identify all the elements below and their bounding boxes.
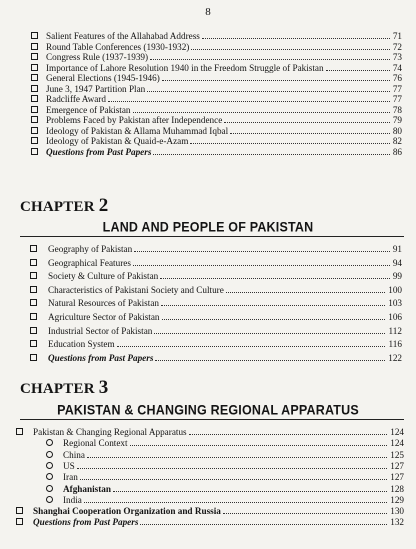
toc-entry[interactable] xyxy=(0,257,416,269)
toc-entry-title: June 3, 1947 Partition Plan xyxy=(46,83,146,94)
toc-entry-page: 106 xyxy=(388,312,402,322)
toc-entry-title: Afghanistan xyxy=(63,483,111,494)
toc-entry[interactable] xyxy=(0,449,416,461)
dot-leader xyxy=(224,122,390,123)
toc-entry-title: Questions from Past Papers xyxy=(33,517,139,528)
bullet-circle-icon xyxy=(46,462,53,469)
toc-entry-title: Congress Rule (1937-1939) xyxy=(46,52,149,62)
toc-entry[interactable] xyxy=(0,483,416,495)
dot-leader xyxy=(150,59,390,60)
checkbox-square-icon xyxy=(31,74,38,81)
toc-entry-past-papers[interactable] xyxy=(0,352,416,364)
toc-entry-page: 71 xyxy=(392,31,402,41)
toc-entry-title: Importance of Lahore Resolution 1940 in the Freedom Struggle of Pakistan xyxy=(46,62,324,73)
toc-entry-title: China xyxy=(63,449,85,460)
toc-entry-page: 112 xyxy=(388,325,402,336)
toc-entry-page: 128 xyxy=(390,483,404,494)
toc-entry[interactable] xyxy=(0,494,416,506)
toc-entry-title: Ideology of Pakistan & Quaid-e-Azam xyxy=(46,136,189,146)
checkbox-square-icon xyxy=(31,95,38,102)
dot-leader xyxy=(154,333,385,334)
toc-entry-title: Natural Resources of Pakistan xyxy=(48,298,159,309)
dot-leader xyxy=(160,278,390,279)
dot-leader xyxy=(113,491,387,492)
dot-leader xyxy=(153,154,390,155)
checkbox-square-icon xyxy=(31,116,38,123)
dot-leader xyxy=(117,346,385,347)
toc-entry[interactable] xyxy=(0,297,416,309)
checkbox-square-icon xyxy=(31,148,38,155)
toc-entry-title: Education System xyxy=(48,339,115,350)
dot-leader xyxy=(326,70,390,71)
checkbox-square-icon xyxy=(30,354,37,361)
toc-entry-title: Geography of Pakistan xyxy=(48,244,133,254)
toc-entry-past-papers[interactable] xyxy=(0,146,416,158)
chapter-word: CHAPTER xyxy=(20,381,95,397)
dot-leader xyxy=(162,319,386,320)
dot-leader xyxy=(80,479,387,480)
toc-entry[interactable] xyxy=(0,426,416,438)
toc-entry-page: 127 xyxy=(390,460,404,471)
bullet-circle-icon xyxy=(46,496,53,503)
toc-entry-title: Problems Faced by Pakistan after Independence xyxy=(46,115,223,125)
checkbox-square-icon xyxy=(30,327,37,334)
toc-entry[interactable] xyxy=(0,437,416,449)
toc-entry-page: 77 xyxy=(392,94,402,104)
toc-entry[interactable] xyxy=(0,460,416,472)
checkbox-square-icon xyxy=(31,127,38,134)
bullet-circle-icon xyxy=(46,473,53,480)
toc-entry-title: Ideology of Pakistan & Allama Muhammad Iqbal xyxy=(46,125,229,136)
toc-entry-page: 132 xyxy=(390,517,404,528)
toc-entry-title: Salient Features of the Allahabad Address xyxy=(46,31,200,41)
dot-leader xyxy=(84,502,387,503)
checkbox-square-icon xyxy=(16,507,23,514)
dot-leader xyxy=(87,457,387,458)
toc-entry-page: 122 xyxy=(388,352,402,363)
toc-entry-title: Industrial Sector of Pakistan xyxy=(48,325,153,336)
dot-leader xyxy=(147,91,390,92)
toc-entry-title: Society & Culture of Pakistan xyxy=(48,271,159,282)
page-number: 8 xyxy=(205,6,211,18)
toc-entry-title: Characteristics of Pakistani Society and Culture xyxy=(48,284,224,295)
toc-entry-page: 124 xyxy=(390,438,404,449)
checkbox-square-icon xyxy=(31,137,38,144)
dot-leader xyxy=(108,101,390,102)
checkbox-square-icon xyxy=(30,313,37,320)
toc-entry-title: Pakistan & Changing Regional Apparatus xyxy=(33,427,187,437)
dot-leader xyxy=(155,360,385,361)
dot-leader xyxy=(133,265,390,266)
toc-entry[interactable] xyxy=(0,243,416,255)
toc-entry[interactable] xyxy=(0,325,416,337)
toc-entry-page: 116 xyxy=(388,339,402,350)
dot-leader xyxy=(77,468,387,469)
checkbox-square-icon xyxy=(30,299,37,306)
toc-entry-title: Geographical Features xyxy=(48,257,131,268)
toc-entry-page: 91 xyxy=(392,244,402,254)
toc-entry-page: 74 xyxy=(392,62,402,73)
toc-entry-title: Questions from Past Papers xyxy=(46,146,152,157)
checkbox-square-icon xyxy=(30,340,37,347)
chapter-3-title: PAKISTAN & CHANGING REGIONAL APPARATUS xyxy=(57,402,359,418)
toc-entry-page: 124 xyxy=(390,427,404,437)
checkbox-square-icon xyxy=(16,428,23,435)
toc-entry-title: Questions from Past Papers xyxy=(48,352,154,363)
chapter-number: 3 xyxy=(98,377,109,398)
toc-entry-page: 129 xyxy=(390,494,404,505)
dot-leader xyxy=(226,292,385,293)
toc-entry-page: 80 xyxy=(392,125,402,136)
toc-entry-page: 78 xyxy=(392,104,402,115)
toc-entry-page: 82 xyxy=(392,136,402,146)
chapter-3-label xyxy=(20,377,108,399)
toc-entry-page: 100 xyxy=(388,284,402,295)
toc-entry-page: 125 xyxy=(390,449,404,460)
dot-leader xyxy=(161,305,385,306)
dot-leader xyxy=(191,49,390,50)
toc-entry-page: 79 xyxy=(392,115,402,125)
chapter-3-rule xyxy=(20,419,404,420)
checkbox-square-icon xyxy=(31,43,38,50)
toc-entry-title: Radcliffe Award xyxy=(46,94,106,104)
toc-entry[interactable] xyxy=(0,270,416,282)
toc-entry-title: Shanghai Cooperation Organization and Russia xyxy=(33,506,221,517)
checkbox-square-icon xyxy=(30,259,37,266)
toc-entry[interactable] xyxy=(0,311,416,323)
toc-entry-title: Agriculture Sector of Pakistan xyxy=(48,312,160,322)
toc-entry[interactable] xyxy=(0,505,416,517)
dot-leader xyxy=(190,143,390,144)
toc-entry-page: 72 xyxy=(392,41,402,52)
toc-entry-page: 94 xyxy=(392,257,402,268)
dot-leader xyxy=(202,38,390,39)
toc-entry-page: 77 xyxy=(392,83,402,94)
toc-entry[interactable] xyxy=(0,471,416,483)
checkbox-square-icon xyxy=(30,286,37,293)
toc-entry-page: 73 xyxy=(392,52,402,62)
toc-entry-title: Iran xyxy=(63,472,78,483)
checkbox-square-icon xyxy=(30,245,37,252)
checkbox-square-icon xyxy=(31,53,38,60)
checkbox-square-icon xyxy=(30,272,37,279)
toc-entry-page: 127 xyxy=(390,472,404,483)
toc-entry-title: Emergence of Pakistan xyxy=(46,104,131,115)
checkbox-square-icon xyxy=(31,106,38,113)
toc-entry-page: 130 xyxy=(390,506,404,517)
toc-entry-title: India xyxy=(63,494,82,505)
chapter-2-title: LAND AND PEOPLE OF PAKISTAN xyxy=(102,219,314,235)
toc-entry-past-papers[interactable] xyxy=(0,516,416,528)
dot-leader xyxy=(230,133,390,134)
toc-entry-page: 99 xyxy=(392,271,402,282)
toc-entry-page: 76 xyxy=(392,73,402,83)
toc-entry-title: General Elections (1945-1946) xyxy=(46,73,160,83)
checkbox-square-icon xyxy=(31,64,38,71)
toc-entry[interactable] xyxy=(0,284,416,296)
toc-entry-title: Regional Context xyxy=(63,438,128,449)
bullet-circle-icon xyxy=(46,439,53,446)
dot-leader xyxy=(133,112,390,113)
dot-leader xyxy=(130,445,387,446)
toc-entry-title: US xyxy=(63,460,75,471)
chapter-2-rule xyxy=(20,236,404,237)
checkbox-square-icon xyxy=(31,85,38,92)
chapter-word: CHAPTER xyxy=(20,199,95,215)
dot-leader xyxy=(134,251,390,252)
toc-entry-page: 86 xyxy=(392,146,402,157)
bullet-circle-icon xyxy=(46,485,53,492)
toc-entry-title: Round Table Conferences (1930-1932) xyxy=(46,41,190,52)
dot-leader xyxy=(223,513,387,514)
dot-leader xyxy=(189,434,387,435)
toc-entry[interactable] xyxy=(0,338,416,350)
bullet-circle-icon xyxy=(46,451,53,458)
checkbox-square-icon xyxy=(31,32,38,39)
dot-leader xyxy=(140,524,387,525)
chapter-number: 2 xyxy=(98,195,109,216)
dot-leader xyxy=(162,80,390,81)
toc-entry-page: 103 xyxy=(388,298,402,309)
checkbox-square-icon xyxy=(16,518,23,525)
chapter-2-label xyxy=(20,195,108,217)
